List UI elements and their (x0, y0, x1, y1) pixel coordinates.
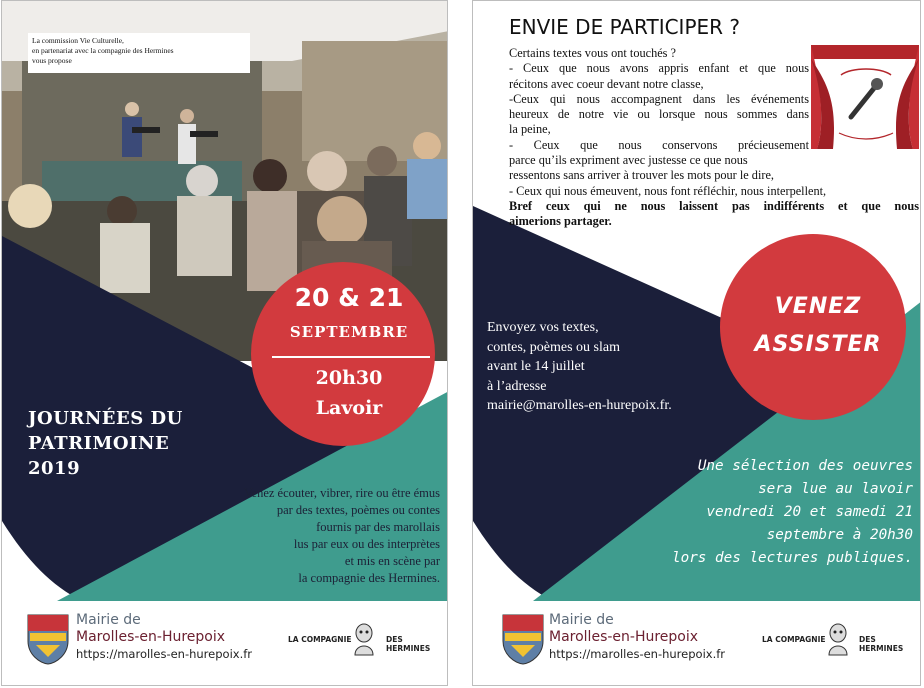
body-line: récitons avec coeur devant notre classe, (509, 76, 704, 91)
assist-line: VENEZ (774, 294, 862, 319)
send-line: avant le 14 juillet (487, 359, 585, 374)
company-label-left: LA COMPAGNIE (288, 635, 352, 644)
body-line: - Ceux qui nous émeuvent, nous font réfléchir, nous interpellent, (509, 183, 827, 198)
selection-line: lors des lectures publiques. (671, 550, 913, 566)
coat-of-arms-icon (501, 613, 545, 665)
title-year: 2019 (28, 458, 81, 479)
body-line-bold: Bref ceux qui ne nous laissent pas indifférents et que nous (509, 198, 919, 213)
intro-line: La commission Vie Culturelle, (32, 36, 124, 45)
description-line: fournis par des marollais (316, 520, 440, 534)
assist-heading (723, 288, 913, 364)
company-label-right: DES HERMINES (386, 635, 431, 653)
body-line: - Ceux que nous avons appris enfant et que nous (509, 61, 809, 76)
footer-url[interactable]: https://marolles-en-hurepoix.fr (549, 647, 725, 661)
company-label-right: DES HERMINES (859, 635, 904, 653)
description-line: et mis en scène par (344, 554, 440, 568)
body-line: - Ceux que nous conservons précieusement (509, 137, 809, 152)
event-place: Lavoir (315, 397, 383, 419)
body-line: parce qu’ils expriment avec justesse ce que nous (509, 153, 748, 168)
participate-title: ENVIE DE PARTICIPER ? (509, 15, 741, 39)
body-line: ressentons sans arriver à trouver les mots pour le dire, (509, 168, 774, 183)
footer-mairie: Mairie de (549, 612, 614, 628)
body-line: heureux de notre vie ou lorsque nous sommes dans (509, 107, 809, 122)
assist-line: ASSISTER (754, 332, 882, 357)
company-label-left: LA COMPAGNIE (762, 635, 826, 644)
footer-town: Marolles-en-Hurepoix (549, 629, 699, 645)
selection-line: septembre à 20h30 (766, 527, 913, 543)
event-month: SEPTEMBRE (289, 323, 409, 341)
intro-line: en partenariat avec la compagnie des Hermines (32, 46, 174, 55)
divider-line (272, 356, 430, 358)
submission-instructions (487, 318, 672, 416)
poster-page-left (1, 0, 448, 686)
coat-of-arms-icon (26, 613, 70, 665)
selection-line: sera lue au lavoir (758, 481, 913, 497)
footer-town: Marolles-en-Hurepoix (76, 629, 226, 645)
body-line: -Ceux qui nous accompagnent dans les événements (509, 91, 809, 106)
event-time: 20h30 (315, 367, 383, 389)
event-date: 20 & 21 (294, 283, 404, 312)
poster-page-right (472, 0, 921, 686)
body-line: la peine, (509, 122, 551, 137)
hermine-logo-icon (349, 621, 379, 657)
send-line: contes, poèmes ou slam (487, 339, 620, 355)
footer-url[interactable]: https://marolles-en-hurepoix.fr (76, 647, 252, 661)
participate-body (509, 46, 919, 230)
footer-mairie: Mairie de (76, 612, 141, 628)
description-line: lus par eux ou des interprètes (293, 537, 440, 551)
selection-line: Une sélection des oeuvres (697, 458, 913, 474)
body-line-bold: aimerions partager. (509, 214, 612, 229)
event-description (202, 485, 440, 587)
description-line: la compagnie des Hermines. (298, 571, 440, 585)
intro-line: vous propose (32, 56, 72, 65)
description-line: Venez écouter, vibrer, rire ou être émus (243, 486, 440, 500)
title-line: JOURNÉES DU (28, 408, 183, 429)
body-line: Certains textes vous ont touchés ? (509, 46, 676, 60)
hermine-logo-icon (823, 621, 853, 657)
send-line: à l’adresse (487, 378, 547, 394)
email-address[interactable]: mairie@marolles-en-hurepoix.fr. (487, 398, 672, 413)
title-line: PATRIMOINE (28, 433, 170, 454)
selection-line: vendredi 20 et samedi 21 (706, 504, 913, 520)
selection-text (663, 455, 913, 570)
send-line: Envoyez vos textes, (487, 320, 599, 335)
intro-note (28, 33, 250, 73)
description-line: par des textes, poèmes ou contes (276, 503, 440, 517)
event-title (28, 406, 183, 481)
